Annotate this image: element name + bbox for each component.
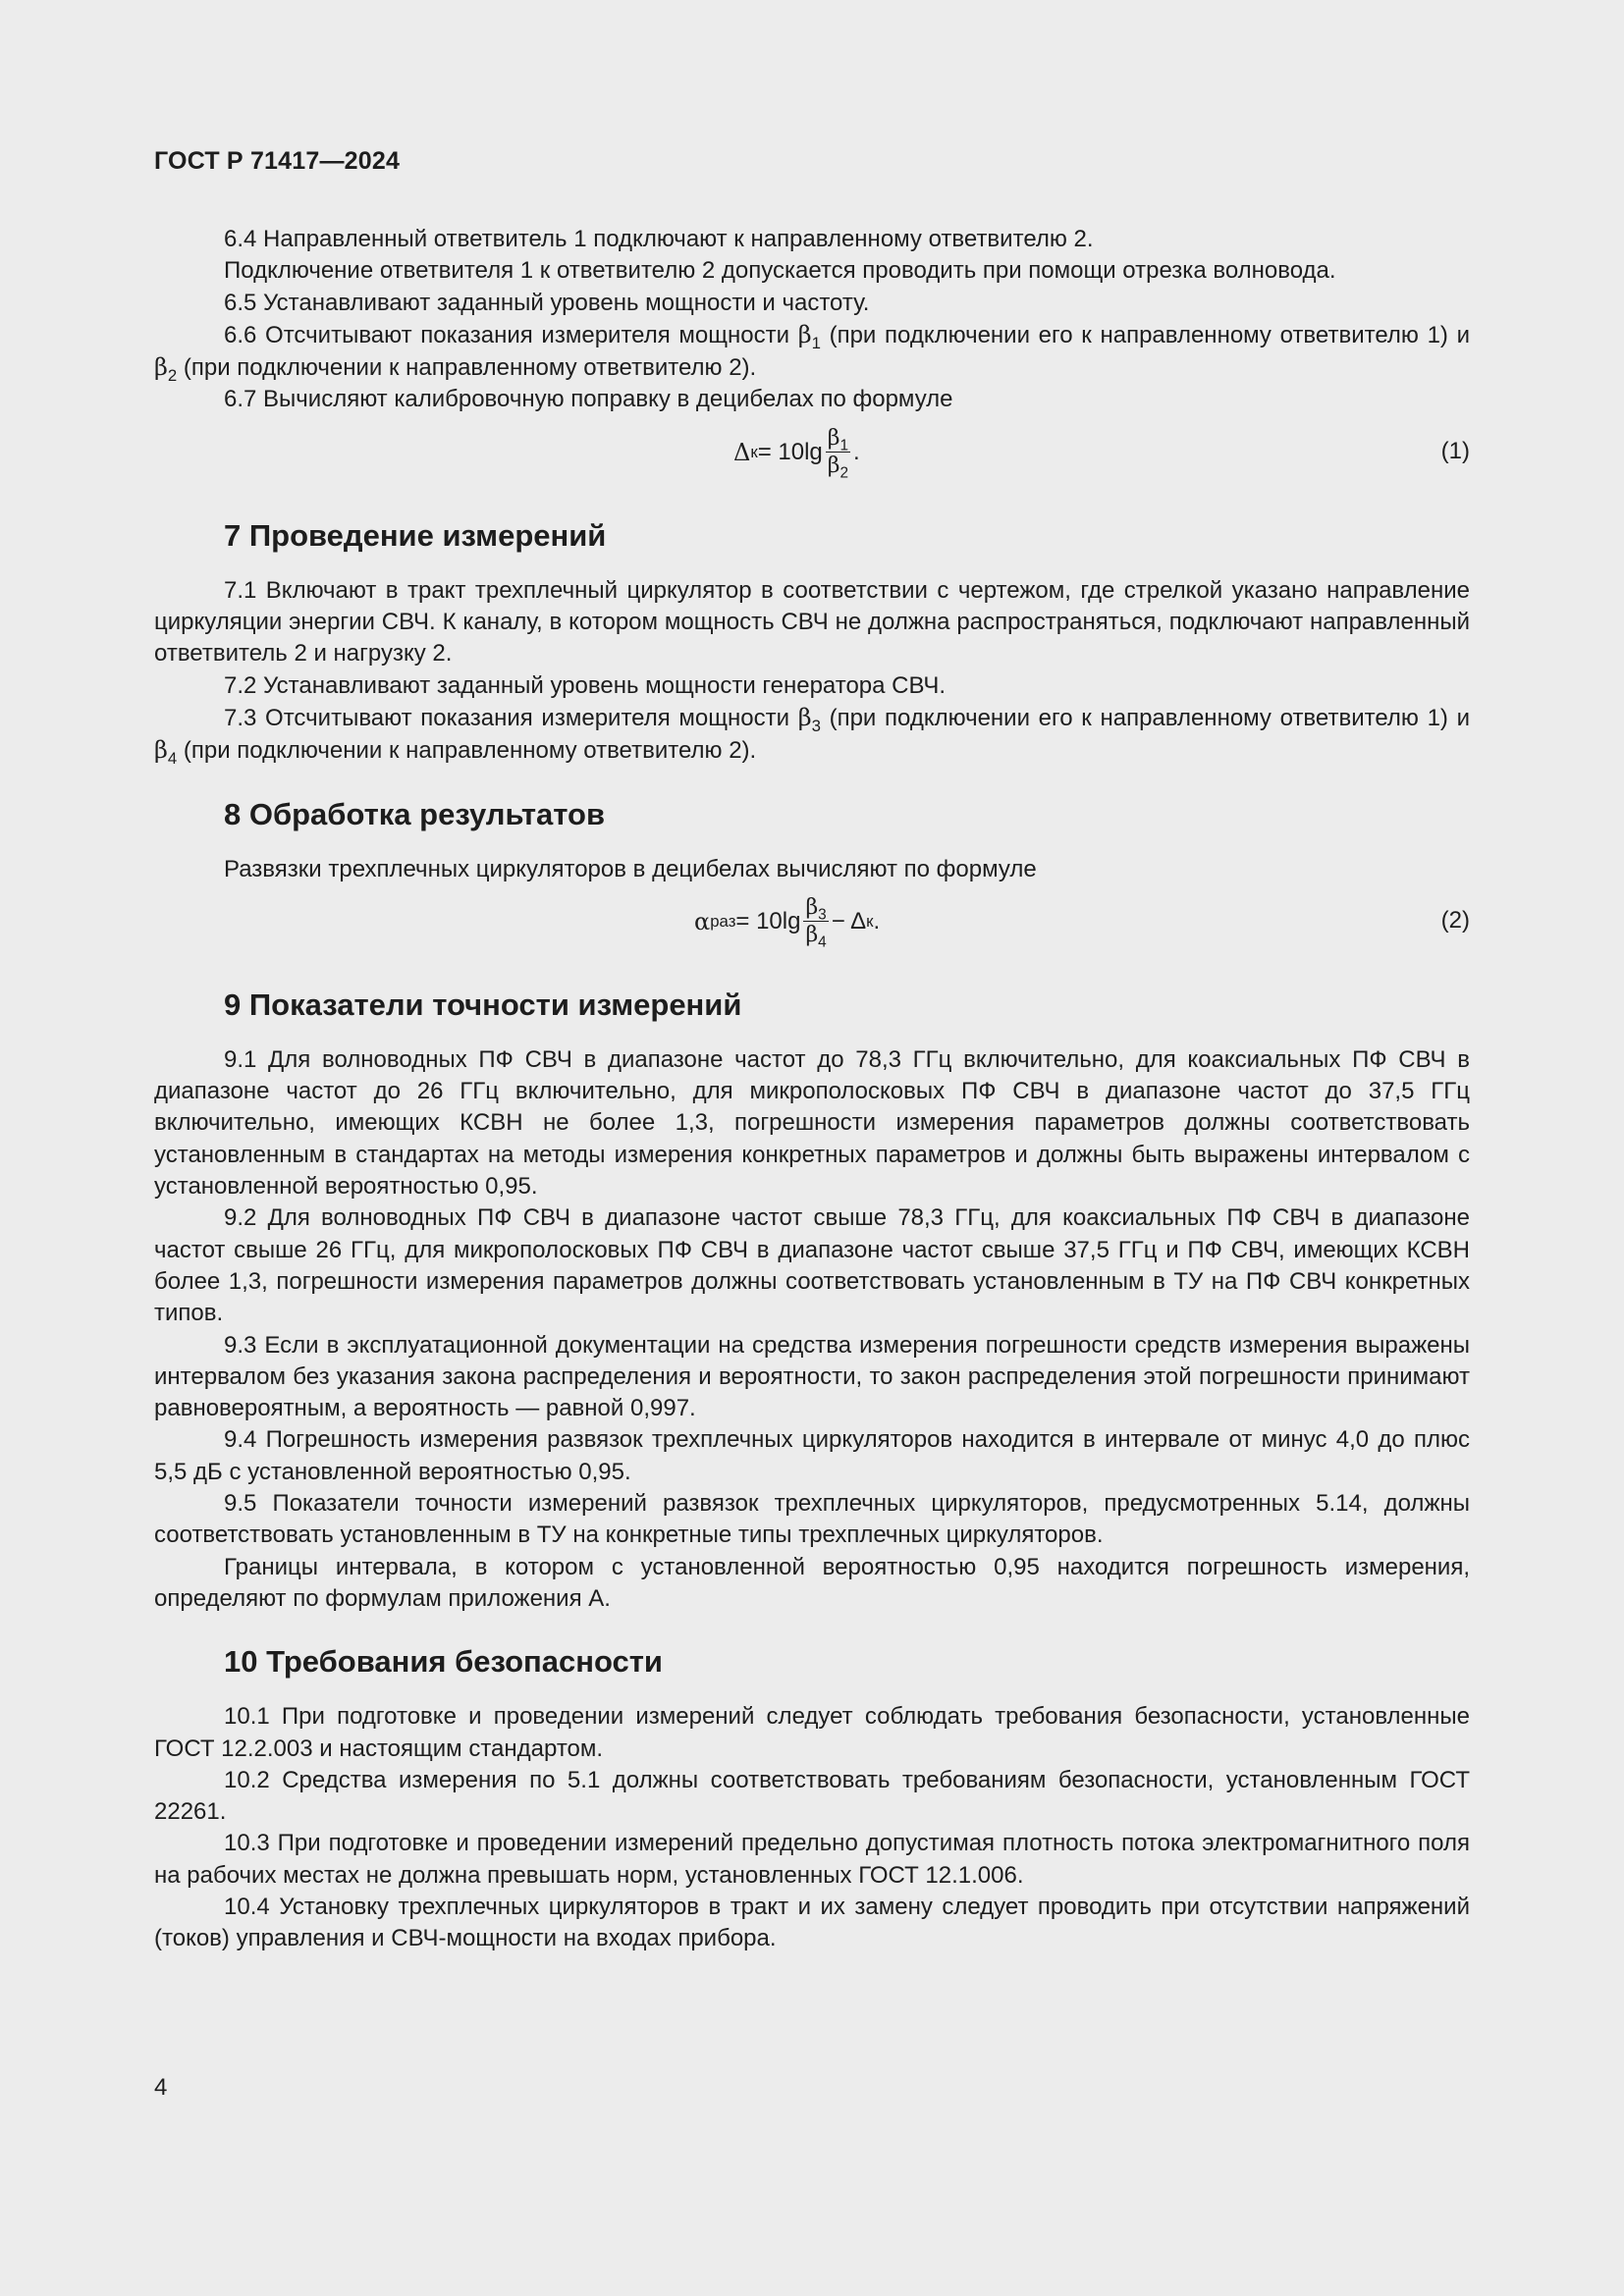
paragraph-6-4: 6.4 Направленный ответвитель 1 подключают к направленному ответвителю 2.: [224, 226, 1094, 252]
spacer: [154, 958, 1470, 986]
paragraph-6-4-note: Подключение ответвителя 1 к ответвителю 2 допускается проводить при помощи отрезка волновода.: [224, 257, 1336, 285]
spacer: [154, 834, 1470, 854]
symbol-beta: β: [154, 353, 168, 382]
formula-operator: − Δ: [831, 907, 867, 934]
text-run: (при подключении к направленному ответвителю 2).: [177, 737, 757, 765]
paragraph-9-5: 9.5 Показатели точности измерений развязок трехплечных циркуляторов, предусмотренных 5.14, должны соответствовать установленным в ТУ на конкретные типы трехплечных циркуляторов.: [154, 1490, 1470, 1549]
spacer: [154, 1025, 1470, 1044]
formula-operator: = 10lg: [757, 438, 823, 465]
formula-symbol: α: [694, 907, 711, 935]
paragraph-6-6: [154, 319, 1470, 385]
formula-symbol: β: [805, 923, 819, 948]
formula-subscript: 3: [818, 906, 827, 924]
formula-2-number: (2): [1440, 906, 1470, 934]
paragraph-10-1: 10.1 При подготовке и проведении измерений следует соблюдать требования безопасности, установленные ГОСТ 12.2.003 и настоящим стандартом.: [154, 1703, 1470, 1762]
spacer: [154, 489, 1470, 516]
page-number: 4: [154, 2074, 168, 2101]
paragraph-9-1: 9.1 Для волноводных ПФ СВЧ в диапазоне частот до 78,3 ГГц включительно, для коаксиальных ПФ СВЧ в диапазоне частот до 26 ГГц включительно, для микрополосковых ПФ СВЧ в диапазоне частот до 37,5 ГГц включительно, имеющих КСВН не более 1,3, погрешности измерения параметров должны соответствовать установленным в стандартах на методы измерения конкретных параметров и должны быть выражены интервалом с установленной вероятностью 0,95.: [154, 1045, 1470, 1201]
spacer: [154, 556, 1470, 575]
subscript: 4: [167, 749, 178, 769]
subscript: 3: [811, 716, 821, 735]
formula-subscript: 4: [818, 934, 827, 951]
formula-1-expression: Δ к = 10lg $\frac{\beta_1}{\beta_2}$ .: [733, 425, 860, 482]
formula-tail: .: [853, 438, 860, 465]
formula-2-expression: α раз = 10lg $\frac{\beta_3}{\beta_4}$ − Δ к .: [694, 894, 881, 951]
section-heading-10: 10 Требования безопасности: [224, 1644, 663, 1680]
formula-subscript: 1: [839, 437, 849, 454]
formula-symbol: β: [827, 454, 840, 479]
text-run: (при подключении к направленному ответвителю 2).: [177, 354, 757, 382]
text-run: 7.3 Отсчитывают показания измерителя мощности: [224, 704, 798, 731]
paragraph-9-3: 9.3 Если в эксплуатационной документации на средства измерения погрешности средств измерения выражены интервалом без указания закона распределения и вероятности, то закон распределения этой погрешности принимают равновероятным, а вероятность — равной 0,997.: [154, 1331, 1470, 1422]
formula-operator: = 10lg: [735, 907, 801, 934]
spacer: [154, 768, 1470, 795]
paragraph-7-2: 7.2 Устанавливают заданный уровень мощности генератора СВЧ.: [224, 671, 947, 699]
subscript: 2: [167, 366, 178, 386]
section-heading-8: 8 Обработка результатов: [224, 796, 606, 831]
paragraph-6-5: 6.5 Устанавливают заданный уровень мощности и частоту.: [224, 289, 870, 316]
formula-subscript: 2: [839, 464, 849, 482]
formula-1-number: (1): [1440, 437, 1470, 464]
document-header: ГОСТ Р 71417—2024: [154, 147, 401, 175]
subscript: 1: [811, 333, 821, 352]
paragraph-10-2: 10.2 Средства измерения по 5.1 должны соответствовать требованиям безопасности, установленным ГОСТ 22261.: [154, 1766, 1470, 1826]
paragraph-9-4: 9.4 Погрешность измерения развязок трехплечных циркуляторов находится в интервале от минус 4,0 до плюс 5,5 дБ с установленной вероятностью 0,95.: [154, 1426, 1470, 1485]
section-heading-7: 7 Проведение измерений: [224, 517, 607, 553]
fraction-numerator: [826, 425, 850, 453]
formula-1: [154, 416, 1470, 489]
paragraph-10-3: 10.3 При подготовке и проведении измерений предельно допустимая плотность потока электромагнитного поля на рабочих местах не должна превышать норм, установленных ГОСТ 12.1.006.: [154, 1830, 1470, 1889]
paragraph-10-4: 10.4 Установку трехплечных циркуляторов в тракт и их замену следует проводить при отсутствии напряжений (токов) управления и СВЧ-мощности на входах прибора.: [154, 1893, 1470, 1952]
symbol-beta: β: [797, 320, 812, 348]
paragraph-6-7: 6.7 Вычисляют калибровочную поправку в децибелах по формуле: [224, 386, 953, 413]
paragraph-8-intro: Развязки трехплечных циркуляторов в децибелах вычисляют по формуле: [224, 855, 1037, 882]
spacer: [154, 1682, 1470, 1701]
fraction-denominator: [826, 453, 850, 482]
paragraph-9-5-note: Границы интервала, в котором с установленной вероятностью 0,95 находится погрешность измерения, определяют по формулам приложения А.: [154, 1553, 1470, 1612]
spacer: [154, 1615, 1470, 1642]
section-heading-9: 9 Показатели точности измерений: [224, 987, 742, 1022]
text-run: (при подключении его к направленному ответвителю 1) и: [820, 321, 1470, 348]
symbol-beta: β: [154, 736, 168, 765]
page-content: [154, 224, 1470, 1955]
paragraph-9-2: 9.2 Для волноводных ПФ СВЧ в диапазоне частот свыше 78,3 ГГц, для коаксиальных ПФ СВЧ в диапазоне частот свыше 26 ГГц, для микрополосковых ПФ СВЧ в диапазоне частот свыше 37,5 ГГц и ПФ СВЧ, имеющих КСВН более 1,3, погрешности измерения параметров должны соответствовать установленным в ТУ на ПФ СВЧ конкретных типов.: [154, 1204, 1470, 1327]
formula-symbol: Δ: [733, 438, 751, 466]
formula-symbol: β: [827, 425, 840, 451]
formula-fraction: [803, 894, 828, 949]
fraction-numerator: [803, 894, 828, 922]
formula-symbol: β: [805, 894, 819, 920]
paragraph-7-3: [154, 702, 1470, 768]
symbol-beta: β: [797, 703, 812, 731]
text-run: (при подключении его к направленному ответвителю 1) и: [820, 704, 1470, 731]
text-run: 6.6 Отсчитывают показания измерителя мощности: [224, 321, 798, 348]
formula-fraction: [826, 425, 850, 480]
formula-tail: .: [873, 907, 881, 934]
formula-2: [154, 885, 1470, 958]
fraction-denominator: [803, 922, 828, 951]
paragraph-7-1: 7.1 Включают в тракт трехплечный циркулятор в соответствии с чертежом, где стрелкой указано направление циркуляции энергии СВЧ. К каналу, в котором мощность СВЧ не должна распространяться, подключают направленный ответвитель 2 и нагрузку 2.: [154, 576, 1470, 667]
